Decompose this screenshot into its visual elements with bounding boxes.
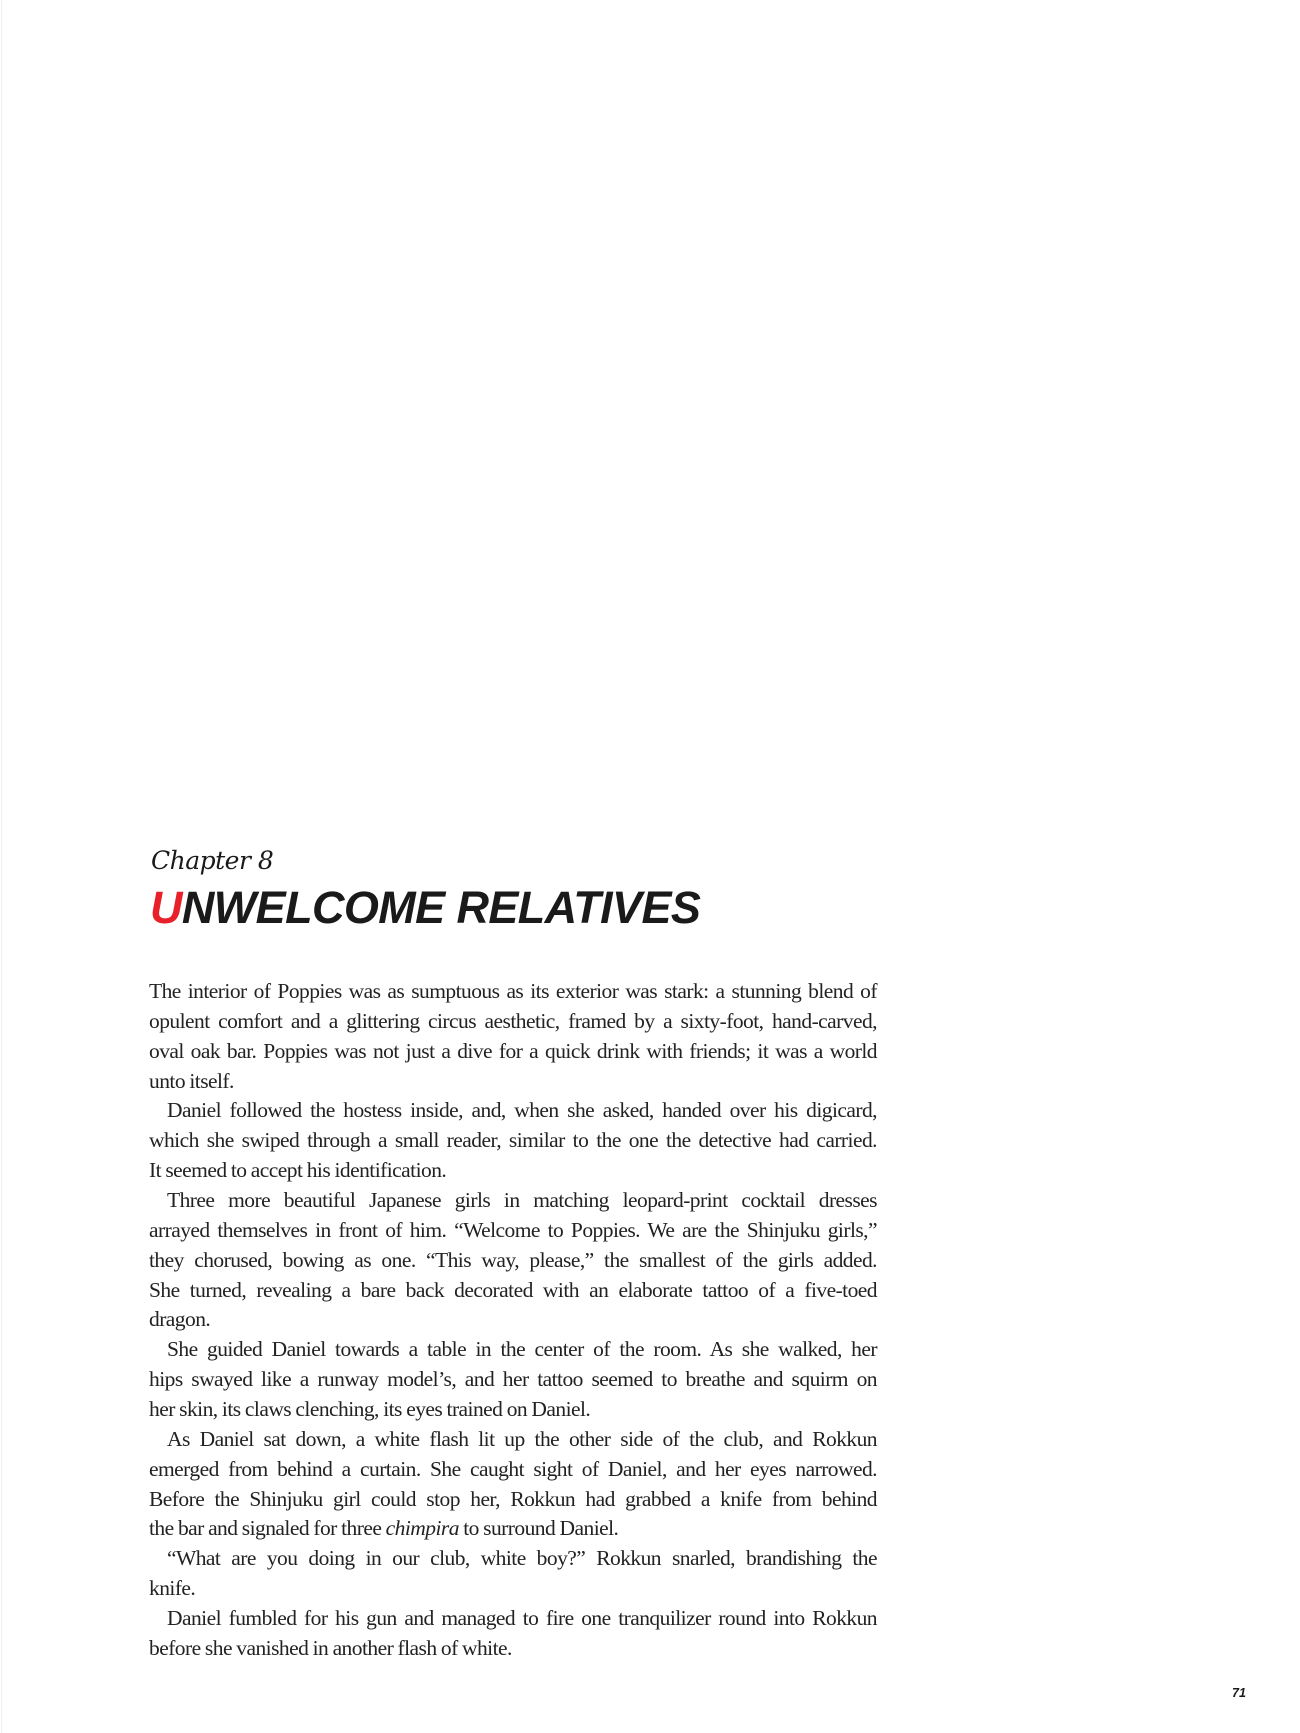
body-line-tail: to surround Daniel. <box>458 1516 619 1541</box>
body-line: knife. <box>149 1576 196 1601</box>
chapter-title-initial: U <box>150 882 182 933</box>
body-line <box>149 1514 877 1544</box>
body-line: The interior of Poppies was as sumptuous as its exterior was stark: a stunning blend of <box>149 979 877 1003</box>
chapter-label: Chapter 8 <box>151 846 274 875</box>
page-edge <box>1 0 2 1733</box>
body-line: which she swiped through a small reader, similar to the one the detective had carried. <box>149 1128 877 1153</box>
chapter-body <box>149 977 877 1664</box>
body-line-head: the bar and signaled for three <box>149 1516 386 1541</box>
italic-term: chimpira <box>385 1516 459 1541</box>
body-line: Daniel fumbled for his gun and managed to fire one tranquilizer round into Rokkun <box>167 1606 877 1631</box>
body-line: emerged from behind a curtain. She caught sight of Daniel, and her eyes narrowed. <box>149 1456 877 1481</box>
body-line: Daniel followed the hostess inside, and, when she asked, handed over his digicard, <box>167 1098 877 1123</box>
body-line: before she vanished in another flash of white. <box>149 1635 512 1660</box>
body-line: they chorused, bowing as one. “This way, please,” the smallest of the girls added. <box>149 1247 877 1272</box>
body-line: dragon. <box>149 1307 211 1332</box>
body-line: opulent comfort and a glittering circus aesthetic, framed by a sixty-foot, hand-carved, <box>149 1008 877 1033</box>
body-line: “What are you doing in our club, white boy?” Rokkun snarled, brandishing the <box>167 1546 877 1571</box>
body-line: It seemed to accept his identification. <box>149 1158 447 1183</box>
body-line: oval oak bar. Poppies was not just a dive for a quick drink with friends; it was a world <box>149 1038 877 1063</box>
body-line: She turned, revealing a bare back decorated with an elaborate tattoo of a five-toed <box>149 1277 877 1302</box>
body-line: her skin, its claws clenching, its eyes trained on Daniel. <box>149 1397 591 1422</box>
body-line: She guided Daniel towards a table in the center of the room. As she walked, her <box>167 1337 877 1362</box>
page-number: 71 <box>1232 1686 1246 1700</box>
chapter-title <box>150 884 700 932</box>
body-line: arrayed themselves in front of him. “Welcome to Poppies. We are the Shinjuku girls,” <box>149 1217 877 1242</box>
body-line: As Daniel sat down, a white flash lit up the other side of the club, and Rokkun <box>167 1426 877 1451</box>
chapter-title-rest: NWELCOME RELATIVES <box>181 882 701 933</box>
body-line: Before the Shinjuku girl could stop her, Rokkun had grabbed a knife from behind <box>149 1486 877 1511</box>
body-line: unto itself. <box>149 1068 234 1093</box>
body-line: hips swayed like a runway model’s, and her tattoo seemed to breathe and squirm on <box>149 1367 877 1392</box>
body-line: Three more beautiful Japanese girls in matching leopard-print cocktail dresses <box>167 1188 877 1213</box>
